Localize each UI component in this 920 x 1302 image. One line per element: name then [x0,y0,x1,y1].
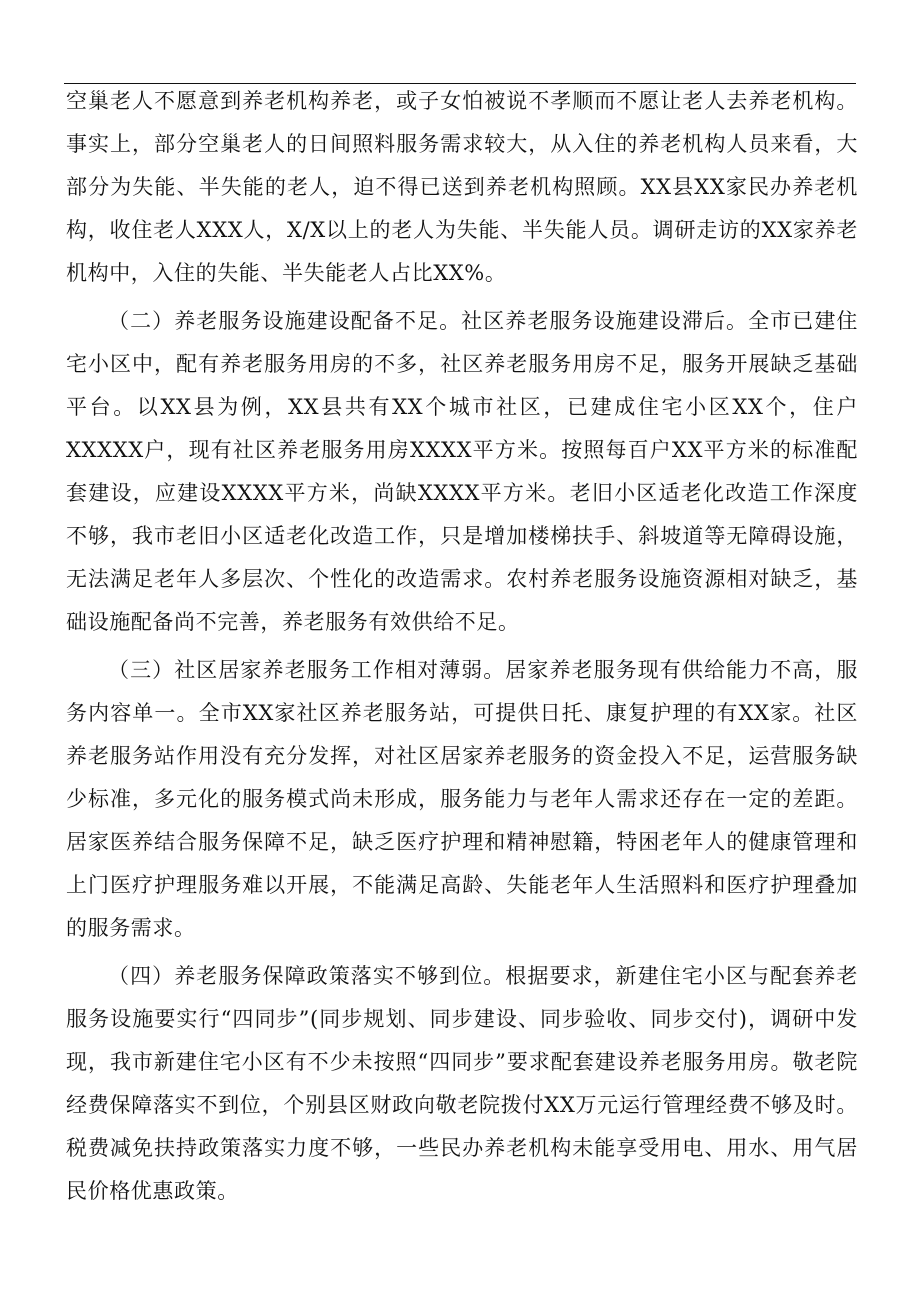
paragraph-section-4: （四）养老服务保障政策落实不够到位。根据要求，新建住宅小区与配套养老服务设施要实行“四同步”(同步规划、同步建设、同步验收、同步交付)，调研中发现，我市新建住宅小区有不少未按照“四同步”要求配套建设养老服务用房。敬老院经费保障落实不到位，个别县区财政向敬老院拨付XX万元运行管理经费不够及时。税费减免扶持政策落实力度不够，一些民办养老机构未能享受用电、用水、用气居民价格优惠政策。 [66,964,858,1203]
paragraph-section-3: （三）社区居家养老服务工作相对薄弱。居家养老服务现有供给能力不高，服务内容单一。全市XX家社区养老服务站，可提供日托、康复护理的有XX家。社区养老服务站作用没有充分发挥，对社区居家养老服务的资金投入不足，运营服务缺少标准，多元化的服务模式尚未形成，服务能力与老年人需求还存在一定的差距。居家医养结合服务保障不足，缺乏医疗护理和精神慰籍，特困老年人的健康管理和上门医疗护理服务难以开展，不能满足高龄、失能老年人生活照料和医疗护理叠加的服务需求。 [66,658,858,940]
document-body [66,80,858,1213]
paragraph-section-2: （二）养老服务设施建设配备不足。社区养老服务设施建设滞后。全市已建住宅小区中，配有养老服务用房的不多，社区养老服务用房不足，服务开展缺乏基础平台。以XX县为例，XX县共有XX个城市社区，已建成住宅小区XX个，住户XXXXX户，现有社区养老服务用房XXXX平方米。按照每百户XX平方米的标准配套建设，应建设XXXX平方米，尚缺XXXX平方米。老旧小区适老化改造工作深度不够，我市老旧小区适老化改造工作，只是增加楼梯扶手、斜坡道等无障碍设施，无法满足老年人多层次、个性化的改造需求。农村养老服务设施资源相对缺乏，基础设施配备尚不完善，养老服务有效供给不足。 [66,309,858,634]
paragraph-continuation: 空巢老人不愿意到养老机构养老，或子女怕被说不孝顺而不愿让老人去养老机构。事实上，部分空巢老人的日间照料服务需求较大，从入住的养老机构人员来看，大部分为失能、半失能的老人，迫不得已送到养老机构照顾。XX县XX家民办养老机构，收住老人XXX人，X/X以上的老人为失能、半失能人员。调研走访的XX家养老机构中，入住的失能、半失能老人占比XX%。 [66,89,858,285]
